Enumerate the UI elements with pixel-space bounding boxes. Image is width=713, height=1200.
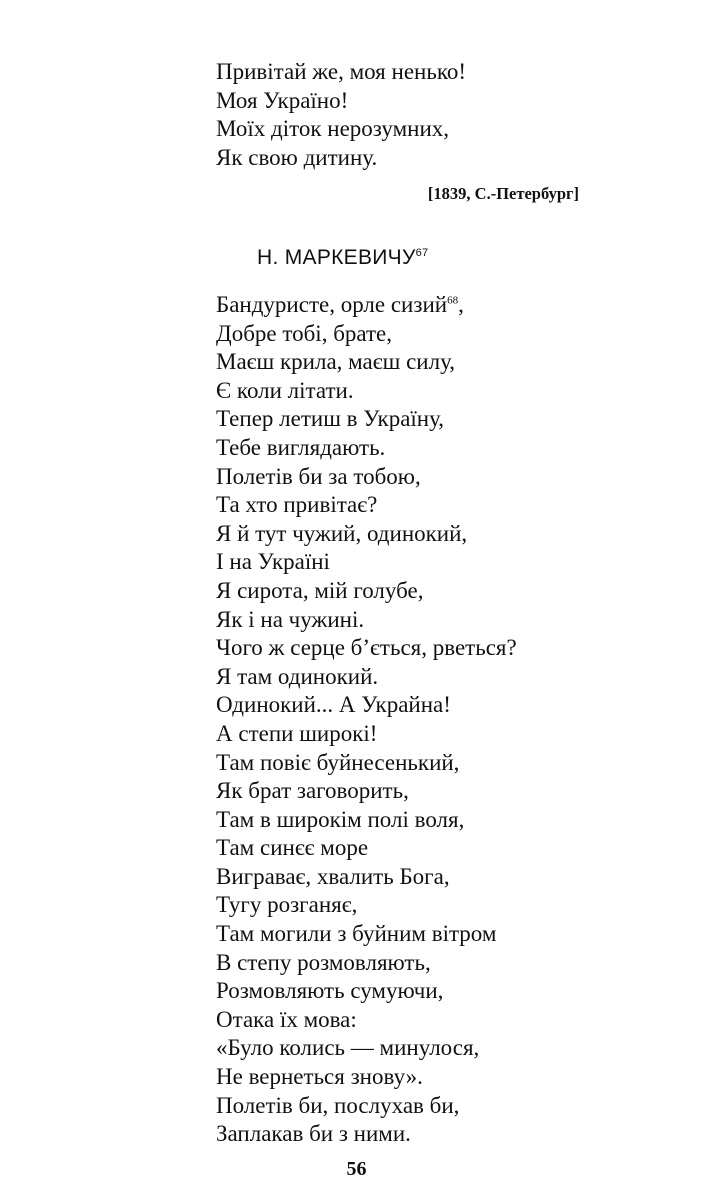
verse-line: І на Україні (216, 549, 330, 575)
verse-line: А степи широкі! (216, 720, 378, 746)
verse-line: Заплакав би з ними. (216, 1121, 411, 1147)
verse-line: Отака їх мова: (216, 1006, 357, 1032)
verse-line: Чого ж серце б’ється, рветься? (216, 635, 517, 661)
verse-line-punctuation: , (458, 292, 464, 317)
verse-line: Одинокий... А Украйна! (216, 692, 451, 718)
page-number: 56 (346, 1158, 367, 1180)
previous-poem-ending (216, 58, 466, 172)
poem-dateline: [1839, С.-Петербург] (427, 184, 579, 203)
verse-line: Там могили з буйним вітром (216, 921, 497, 947)
verse-line: Там в широкім полі воля, (216, 806, 465, 832)
verse-line: Добре тобі, брате, (216, 320, 393, 346)
poem-body (216, 291, 517, 1149)
verse-line: Полетів би, послухав би, (216, 1092, 460, 1118)
verse-line: Моїх діток нерозумних, (216, 116, 450, 142)
verse-line: Там повіє буйнесенький, (216, 749, 460, 775)
verse-line: Полетів би за тобою, (216, 463, 421, 489)
verse-line: Як брат заговорить, (216, 778, 409, 804)
verse-line: Тугу розганяє, (216, 892, 358, 918)
verse-line: Привітай же, моя ненько! (216, 59, 466, 84)
verse-line: Виграває, хвалить Бога, (216, 863, 450, 889)
verse-line: «Було колись — минулося, (216, 1035, 480, 1061)
verse-line (216, 291, 517, 320)
verse-line: Там синєє море (216, 835, 369, 861)
verse-line: Тепер летиш в Україну, (216, 406, 445, 432)
line-footnote-marker: 68 (447, 294, 459, 307)
verse-line: Я й тут чужий, одинокий, (216, 520, 468, 546)
poem-title-text: Н. МАРКЕВИЧУ (257, 246, 416, 269)
verse-line: Розмовляють сумуючи, (216, 978, 444, 1004)
verse-line: Є коли літати. (216, 377, 354, 403)
title-footnote-marker: 67 (415, 247, 429, 259)
verse-line: Як і на чужині. (216, 606, 365, 632)
poem-title (257, 244, 428, 272)
verse-line: Як свою дитину. (216, 144, 378, 170)
verse-line: Та хто привітає? (216, 492, 378, 518)
verse-line: Моя Україно! (216, 87, 349, 113)
verse-line: Я сирота, мій голубе, (216, 577, 424, 603)
verse-line: Маєш крила, маєш силу, (216, 349, 456, 375)
verse-line: Я там одинокий. (216, 663, 379, 689)
verse-line: Не вернеться знову». (216, 1064, 423, 1090)
verse-line-text: Бандуристе, орле сизий (216, 292, 448, 317)
verse-line: Тебе виглядають. (216, 434, 386, 460)
verse-line: В степу розмовляють, (216, 949, 431, 975)
